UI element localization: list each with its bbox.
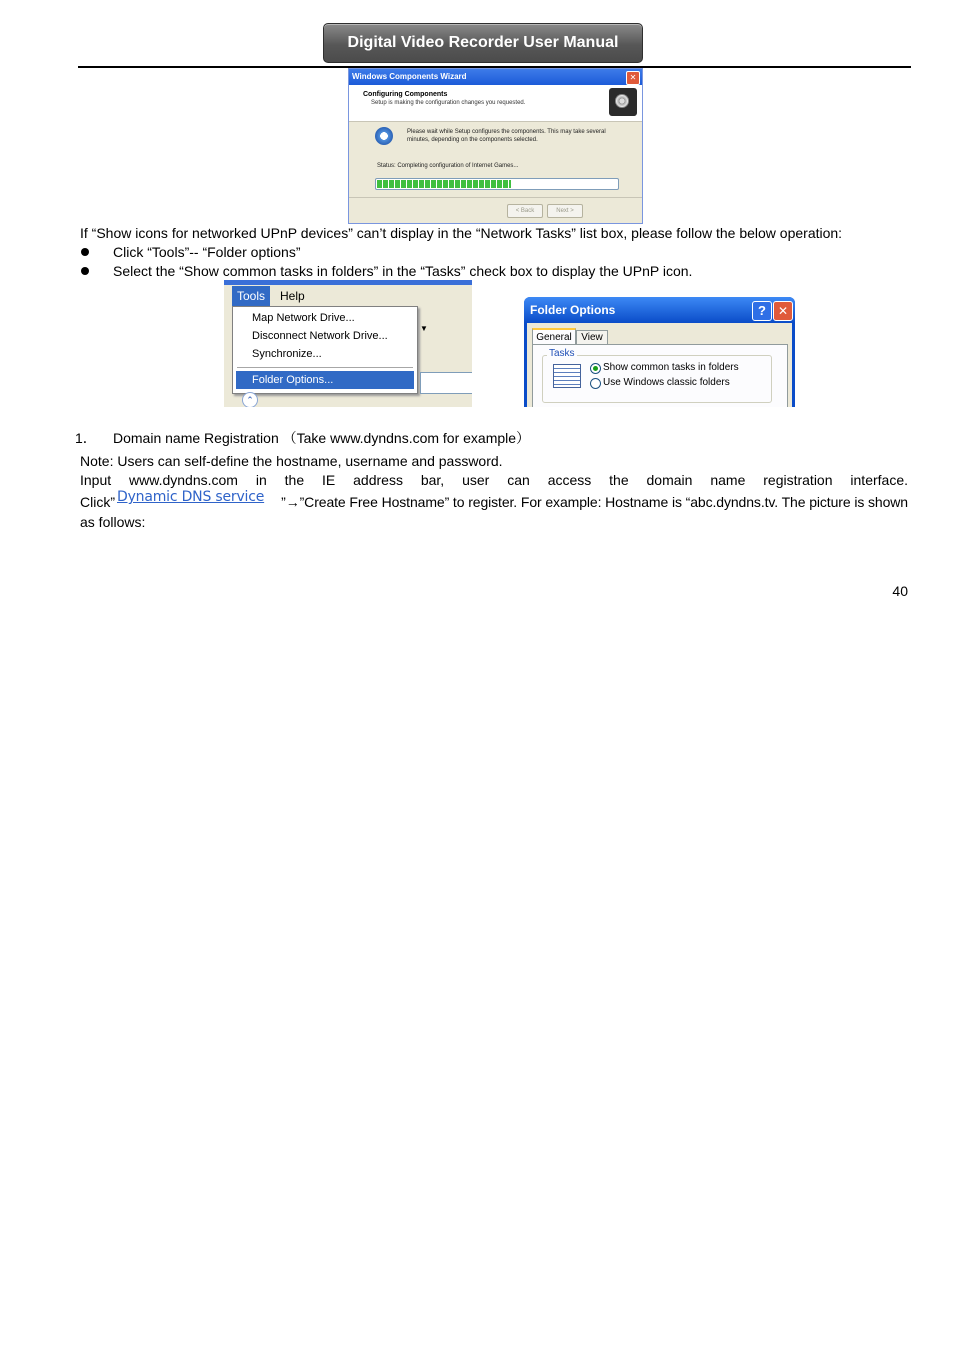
windows-components-wizard-screenshot	[348, 68, 643, 224]
word: IE	[322, 472, 336, 488]
back-button: < Back	[507, 204, 543, 218]
word: www.dyndns.com	[129, 472, 238, 488]
upnp-intro: If “Show icons for networked UPnP devices” can’t display in the “Network Tasks” list box, please follow the below operation:	[80, 225, 843, 241]
menu-item-map-network-drive: Map Network Drive...	[252, 312, 355, 324]
close-icon: ✕	[626, 71, 640, 85]
word: the	[284, 472, 305, 488]
radio-show-common-tasks	[590, 363, 601, 374]
cd-icon	[609, 88, 637, 116]
close-icon: ✕	[773, 301, 793, 321]
word: user	[462, 472, 490, 488]
wizard-header	[349, 85, 642, 122]
tools-menu-screenshot	[224, 280, 472, 407]
word: bar,	[420, 472, 445, 488]
option-show-common-tasks: Show common tasks in folders	[603, 362, 739, 373]
progress-bar	[375, 178, 619, 190]
bullet-item-1: Click “Tools”-- “Folder options”	[113, 244, 301, 260]
word: Input	[80, 472, 112, 488]
chevron-up-icon: ⌃	[242, 392, 258, 407]
menu-item-synchronize: Synchronize...	[252, 348, 322, 360]
folder-tasks-icon	[553, 364, 581, 388]
wizard-divider	[349, 197, 642, 198]
folder-options-title: Folder Options	[524, 297, 795, 323]
menu-tools: Tools	[232, 286, 270, 306]
radio-use-classic-folders	[590, 378, 601, 389]
wizard-heading: Configuring Components	[363, 91, 448, 98]
word: domain	[646, 472, 693, 488]
page-number: 40	[892, 583, 908, 599]
word: the	[609, 472, 629, 488]
tab-view: View	[576, 330, 608, 345]
folder-options-body	[527, 323, 792, 407]
dynamic-dns-service-link[interactable]: Dynamic DNS service	[117, 489, 265, 505]
wizard-message: Please wait while Setup configures the components. This may take several minutes, depending on the components selected.	[407, 129, 606, 143]
tools-dropdown	[232, 306, 418, 394]
wizard-subheading: Setup is making the configuration changes you requested.	[371, 100, 526, 106]
menu-separator	[237, 367, 413, 368]
menu-help: Help	[280, 289, 305, 303]
word: interface.	[850, 472, 908, 488]
dropdown-arrow-icon: ▼	[420, 324, 428, 333]
tasks-group-label: Tasks	[549, 348, 575, 359]
manual-title-badge: Digital Video Recorder User Manual	[323, 23, 643, 63]
address-field	[420, 372, 472, 394]
section-number: 1．	[75, 430, 97, 446]
bullet-icon	[81, 248, 89, 256]
word: name	[710, 472, 746, 488]
word: can	[507, 472, 530, 488]
menu-item-disconnect-network-drive: Disconnect Network Drive...	[252, 330, 388, 342]
word: address	[353, 472, 403, 488]
folder-options-screenshot	[524, 297, 795, 407]
help-icon: ?	[752, 301, 772, 321]
paragraph-line-1	[80, 472, 908, 488]
click-prefix: Click”	[80, 494, 115, 510]
wizard-title: Windows Components Wizard	[349, 69, 642, 85]
note-text: Note: Users can self-define the hostname, username and password.	[80, 453, 503, 469]
wizard-status: Status: Completing configuration of Internet Games...	[377, 163, 519, 169]
setup-icon	[375, 127, 393, 145]
word: in	[255, 472, 267, 488]
tab-general: General	[532, 328, 576, 346]
word: registration	[763, 472, 833, 488]
paragraph-line-3: as follows:	[80, 514, 146, 530]
option-use-classic-folders: Use Windows classic folders	[603, 377, 730, 388]
section-heading: Domain name Registration （Take www.dyndns.com for example）	[113, 430, 531, 446]
word: access	[547, 472, 592, 488]
progress-fill	[377, 180, 511, 188]
menu-item-folder-options: Folder Options...	[236, 371, 414, 389]
next-button: Next >	[547, 204, 583, 218]
bullet-icon	[81, 267, 89, 275]
general-tab-panel	[532, 344, 788, 407]
click-suffix: ”→”Create Free Hostname” to register. For example: Hostname is “abc.dyndns.tv. The picture is shown	[281, 494, 908, 510]
bullet-item-2: Select the “Show common tasks in folders” in the “Tasks” check box to display the UPnP icon.	[113, 263, 693, 279]
